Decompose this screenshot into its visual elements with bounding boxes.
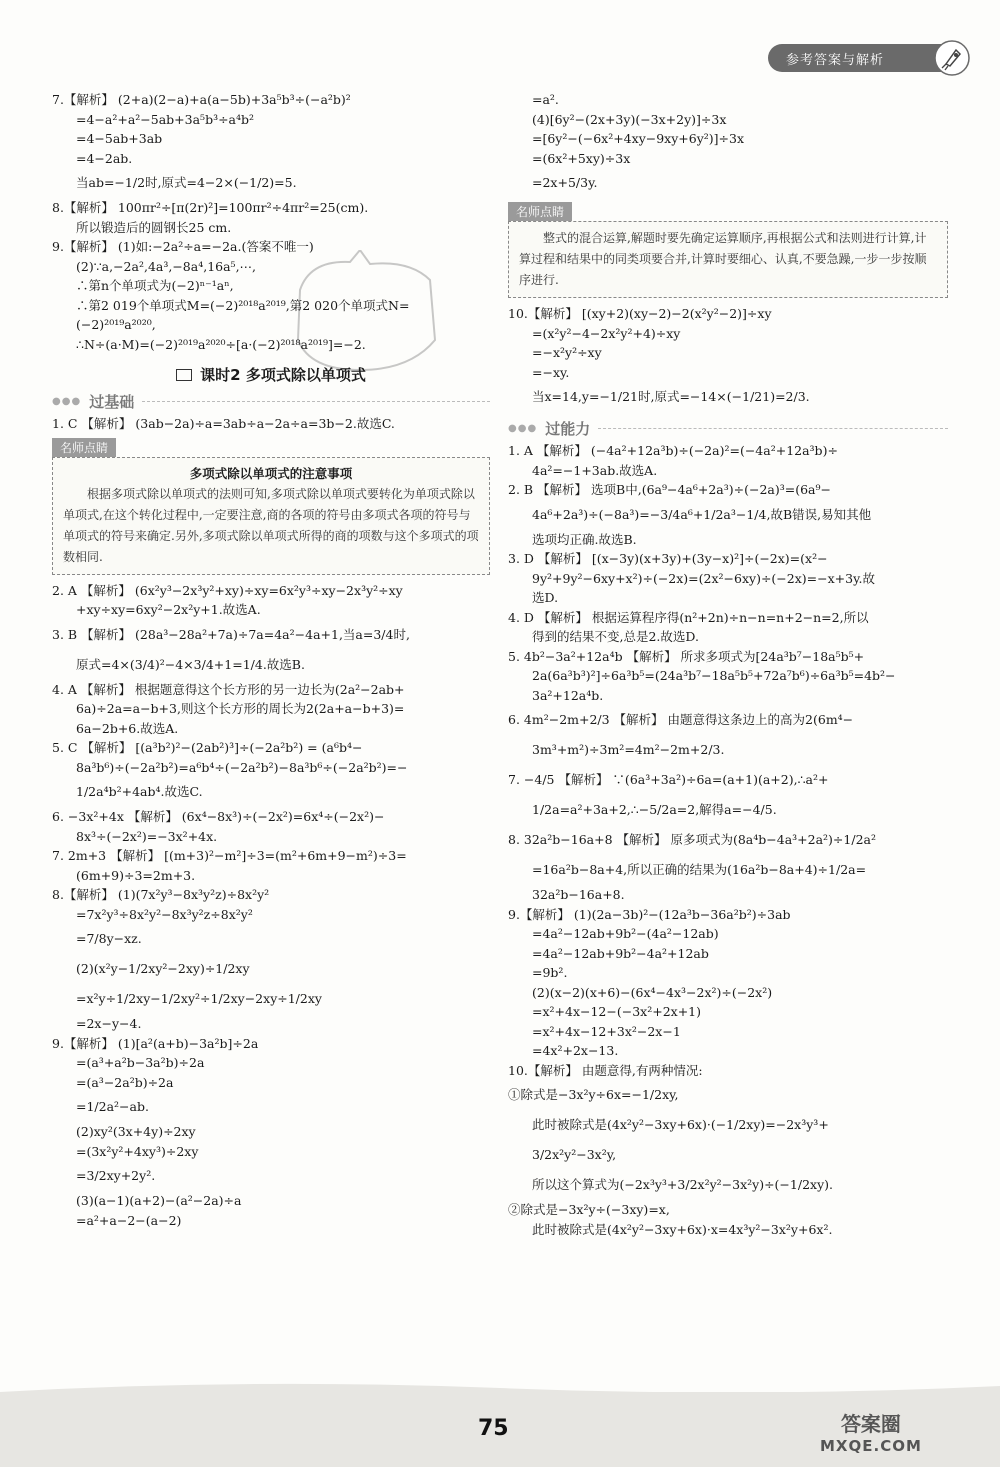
answer-line: (2)xy²(3x+4y)÷2xy xyxy=(76,1124,196,1139)
question-1: 1. C 【解析】 (3ab−2a)÷a=3ab÷a−2a÷a=3b−2.故选C. xyxy=(52,416,395,431)
book-icon xyxy=(176,369,192,381)
answer-line: 6a)÷2a=a−b+3,则这个长方形的周长为2(2a+a−b+3)= xyxy=(76,701,405,716)
answer-line: =(a³−2a²b)÷2a xyxy=(76,1074,174,1090)
answer-line: =x²+4x−12+3x²−2x−1 xyxy=(532,1023,681,1039)
answer-line: 9.【解析】 (1)如:−2a²÷a=−2a.(答案不唯一) xyxy=(52,239,314,254)
answer-line: 得到的结果不变,总是2.故选D. xyxy=(532,629,699,644)
answer-line: =a². xyxy=(532,92,559,107)
answer-line: =16a²b−8a+4,所以正确的结果为(16a²b−8a+4)÷1/2a= xyxy=(532,862,867,877)
answer-line: 7.【解析】 (2+a)(2−a)+a(a−5b)+3a⁵b³÷(−a²b)² xyxy=(52,92,351,107)
left-top-lines xyxy=(52,90,490,354)
answer-line: 9.【解析】 (1)(2a−3b)²−(12a³b−36a²b²)÷3ab xyxy=(508,906,791,922)
answer-line: 当ab=−1/2时,原式=4−2×(−1/2)=5. xyxy=(76,175,297,190)
answer-line: 6. −3x²+4x 【解析】 (6x⁴−8x³)÷(−2x²)=6x⁴÷(−2x²)− xyxy=(52,809,385,824)
answer-line: =9b². xyxy=(532,965,568,980)
answer-line: ∴第2 019个单项式M=(−2)²⁰¹⁸a²⁰¹⁹,第2 020个单项式N= xyxy=(76,297,410,313)
left-column xyxy=(52,90,490,1230)
answer-line: =(6x²+5xy)÷3x xyxy=(532,150,631,166)
answer-line: 5. C 【解析】 [(a³b²)²−(2ab²)³]÷(−2a²b²) = (a⁶b⁴− xyxy=(52,740,363,755)
answer-line: =4a²−12ab+9b²−4a²+12ab xyxy=(532,945,709,961)
answer-line: ∴N÷(a·M)=(−2)²⁰¹⁹a²⁰²⁰÷[a·(−2)²⁰¹⁸a²⁰¹⁹]=−2. xyxy=(76,336,366,352)
answer-line: ∴第n个单项式为(−2)ⁿ⁻¹aⁿ, xyxy=(76,278,234,293)
watermark-en: MXQE.COM xyxy=(820,1437,922,1455)
answer-line: =1/2a²−ab. xyxy=(76,1099,149,1114)
answer-line: =[6y²−(−6x²+4xy−9xy+6y²)]÷3x xyxy=(532,131,745,146)
answer-line: =4−a²+a²−5ab+3a⁵b³÷a⁴b² xyxy=(76,111,255,127)
answer-line: =4−5ab+3ab xyxy=(76,131,163,146)
answer-line: 3a²+12a⁴b. xyxy=(532,687,604,703)
answer-line: 3m³+m²)÷3m²=4m²−2m+2/3. xyxy=(532,742,725,757)
right-column xyxy=(508,90,948,1239)
header-tab xyxy=(768,44,958,72)
answer-line: 1/2a=a²+3a+2,∴−5/2a=2,解得a=−4/5. xyxy=(532,802,777,817)
answer-line: 10.【解析】 [(xy+2)(xy−2)−2(x²y²−2)]÷xy xyxy=(508,306,772,321)
answer-line: 9.【解析】 (1)[a²(a+b)−3a²b]÷2a xyxy=(52,1035,259,1051)
watermark xyxy=(820,1413,922,1457)
answer-line: =2x+5/3y. xyxy=(532,175,598,190)
answer-line: =a²+a−2−(a−2) xyxy=(76,1212,182,1228)
answer-line: =(x²y²−4−2x²y²+4)÷xy xyxy=(532,325,681,341)
tip-label: 名师点睛 xyxy=(508,202,572,221)
answer-line: 7. −4/5 【解析】 ∵(6a³+3a²)÷6a=(a+1)(a+2),∴a²+ xyxy=(508,772,829,787)
right-bottom-lines xyxy=(508,441,948,1239)
answer-line: =(3x²y²+4xy³)÷2xy xyxy=(76,1143,199,1159)
answer-line: =3/2xy+2y². xyxy=(76,1168,156,1183)
answer-line: 当x=14,y=−1/21时,原式=−14×(−1/21)=2/3. xyxy=(532,389,810,404)
answer-line: 2a(6a³b³)²]÷6a³b⁵=(24a³b⁷−18a⁵b⁵+72a⁷b⁶)÷6a³b⁵=4b²− xyxy=(532,668,896,683)
page-number: 75 xyxy=(478,1416,509,1441)
answer-line: 1/2a⁴b²+4ab⁴.故选C. xyxy=(76,784,203,799)
answer-line: =7/8y−xz. xyxy=(76,931,142,946)
answer-line: (2)∵a,−2a²,4a³,−8a⁴,16a⁵,⋯, xyxy=(76,258,257,274)
answer-line: =x²y÷1/2xy−1/2xy²÷1/2xy−2xy÷1/2xy xyxy=(76,991,322,1006)
answer-line: =4a²−12ab+9b²−(4a²−12ab) xyxy=(532,926,719,941)
answer-line: 8a³b⁶)÷(−2a²b²)=a⁶b⁴÷(−2a²b²)−8a³b⁶÷(−2a²b²)=− xyxy=(76,759,408,775)
answer-line: 7. 2m+3 【解析】 [(m+3)²−m²]÷3=(m²+6m+9−m²)÷3= xyxy=(52,848,407,863)
answer-line: 3/2x²y²−3x²y, xyxy=(532,1147,617,1162)
answer-line: 4a⁶+2a³)÷(−8a³)=−3/4a⁶+1/2a³−1/4,故B错误,易知其他 xyxy=(532,506,872,522)
left-bottom-lines xyxy=(52,581,490,1231)
answer-line: =(a³+a²b−3a²b)÷2a xyxy=(76,1055,205,1070)
answer-line: 此时被除式是(4x²y²−3xy+6x)·(−1/2xy)=−2x³y³+ xyxy=(532,1117,829,1132)
rocket-icon xyxy=(932,38,972,78)
tip-body: 根据多项式除以单项式的法则可知,多项式除以单项式要转化为单项式除以单项式,在这个转化过程中,一定要注意,商的各项的符号由多项式各项的符号与单项式的符号来确定.另外,多项式除以单项式所得的商的项数与这个多项式的项数相同. xyxy=(63,486,479,564)
answer-line: 3. B 【解析】 (28a³−28a²+7a)÷7a=4a²−4a+1,当a=3/4时, xyxy=(52,626,410,642)
answer-line: 2. B 【解析】 选项B中,(6a⁹−4a⁶+2a³)÷(−2a)³=(6a⁹− xyxy=(508,482,831,497)
answer-line: 4. D 【解析】 根据运算程序得(n²+2n)÷n−n=n+2−n=2,所以 xyxy=(508,609,869,625)
answer-line: =4x²+2x−13. xyxy=(532,1043,619,1058)
answer-line: 5. 4b²−3a²+12a⁴b 【解析】 所求多项式为[24a³b⁷−18a⁵b⁵+ xyxy=(508,648,865,664)
answer-line: 所以锻造后的圆钢长25 cm. xyxy=(76,219,232,235)
answer-line: (6m+9)÷3=2m+3. xyxy=(76,867,196,883)
sub-heading-basic: ●●● 过基础 xyxy=(52,391,490,412)
answer-line: 4a²=−1+3ab.故选A. xyxy=(532,462,658,478)
tip-box-left xyxy=(52,438,490,575)
answer-line: 8.【解析】 (1)(7x²y³−8x³y²z)÷8x²y² xyxy=(52,887,270,902)
answer-line: 2. A 【解析】 (6x²y³−2x³y²+xy)÷xy=6x²y³÷xy−2x³y²÷xy xyxy=(52,582,403,598)
right-q10-lines xyxy=(508,304,948,412)
answer-line: ②除式是−3x²y÷(−3xy)=x, xyxy=(508,1202,670,1217)
dots-icon: ●●● xyxy=(52,396,82,407)
answer-line: 9y²+9y²−6xy+x²)÷(−2x)=(2x²−6xy)÷(−2x)=−x+3y.故 xyxy=(532,570,875,586)
answer-line: (3)(a−1)(a+2)−(a²−2a)÷a xyxy=(76,1193,242,1208)
answer-line: 1. A 【解析】 (−4a²+12a³b)÷(−2a)²=(−4a²+12a³b)÷ xyxy=(508,443,838,458)
section-title: 课时2 多项式除以单项式 xyxy=(52,364,490,385)
answer-line: 所以这个算式为(−2x³y³+3/2x²y²−3x²y)÷(−1/2xy). xyxy=(532,1177,833,1192)
answer-line: =−xy. xyxy=(532,364,570,380)
answer-line: 选项均正确.故选B. xyxy=(532,531,637,547)
answer-line: 原式=4×(3/4)²−4×3/4+1=1/4.故选B. xyxy=(76,656,305,672)
answer-line: (−2)²⁰¹⁹a²⁰²⁰, xyxy=(76,317,156,332)
answer-line: =7x²y³÷8x²y²−8x³y²z÷8x²y² xyxy=(76,906,253,922)
header-title: 参考答案与解析 xyxy=(786,52,885,68)
answer-line: 此时被除式是(4x²y²−3xy+6x)·x=4x³y²−3x²y+6x². xyxy=(532,1221,833,1237)
watermark-cn: 答案圈 xyxy=(840,1412,901,1436)
answer-line: 32a²b−16a+8. xyxy=(532,887,625,902)
answer-line: 8x³÷(−2x²)=−3x²+4x. xyxy=(76,828,218,844)
answer-line: =4−2ab. xyxy=(76,150,133,166)
answer-line: =2x−y−4. xyxy=(76,1016,142,1031)
answer-line: ①除式是−3x²y÷6x=−1/2xy, xyxy=(508,1087,679,1102)
wave-decoration xyxy=(0,1378,1000,1398)
answer-line: 选D. xyxy=(532,590,559,605)
answer-line: (4)[6y²−(2x+3y)(−3x+2y)]÷3x xyxy=(532,111,727,127)
tip-title: 多项式除以单项式的注意事项 xyxy=(189,465,353,481)
answer-line: 6. 4m²−2m+2/3 【解析】 由题意得这条边上的高为2(6m⁴− xyxy=(508,712,854,727)
answer-line: 6a−2b+6.故选A. xyxy=(76,720,179,736)
answer-line: +xy÷xy=6xy²−2x²y+1.故选A. xyxy=(76,602,261,617)
answer-line: 8.【解析】 100πr²÷[π(2r)²]=100πr²÷4πr²=25(cm). xyxy=(52,200,369,215)
answer-line: =x²+4x−12−(−3x²+2x+1) xyxy=(532,1004,702,1019)
answer-line: =−x²y²÷xy xyxy=(532,345,602,360)
tip-label: 名师点睛 xyxy=(52,438,116,457)
dots-icon: ●●● xyxy=(508,423,538,434)
right-top-lines xyxy=(508,90,948,198)
answer-line: 8. 32a²b−16a+8 【解析】 原多项式为(8a⁴b−4a³+2a²)÷1/2a² xyxy=(508,832,876,847)
answer-line: 4. A 【解析】 根据题意得这个长方形的另一边长为(2a²−2ab+ xyxy=(52,681,405,697)
answer-line: (2)(x²y−1/2xy²−2xy)÷1/2xy xyxy=(76,961,250,976)
answer-line: 3. D 【解析】 [(x−3y)(x+3y)+(3y−x)²]÷(−2x)=(x²− xyxy=(508,551,828,566)
sub-heading-ability: ●●● 过能力 xyxy=(508,418,948,439)
answer-line: (2)(x−2)(x+6)−(6x⁴−4x³−2x²)÷(−2x²) xyxy=(532,984,773,1000)
tip-box-right xyxy=(508,202,948,298)
tip-body: 整式的混合运算,解题时要先确定运算顺序,再根据公式和法则进行计算,计算过程和结果中的同类项要合并,计算时要细心、认真,不要急躁,一步一步按顺序进行. xyxy=(519,231,927,287)
answer-line: 10.【解析】 由题意得,有两种情况: xyxy=(508,1062,703,1078)
